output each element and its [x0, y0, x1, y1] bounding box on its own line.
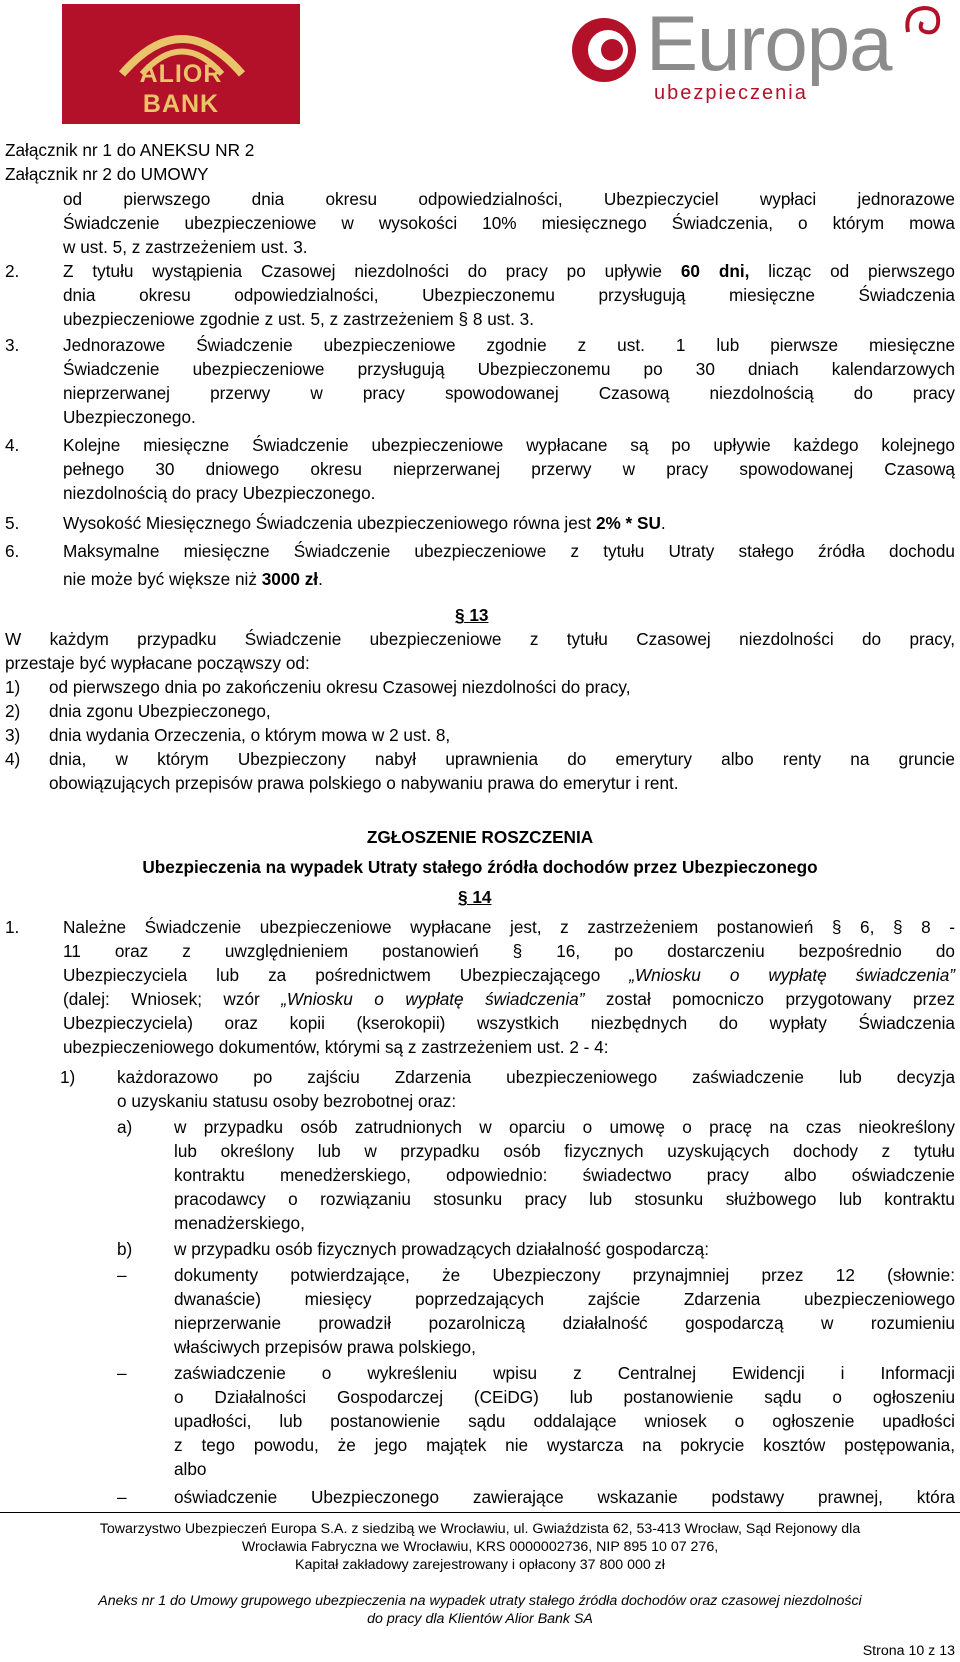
- europa-swirl-icon: [900, 2, 944, 42]
- list-item: zaświadczenie o wykreśleniu wpisu z Centralnej Ewidencji i Informacji: [174, 1363, 955, 1383]
- paragraph-line: Jednorazowe Świadczenie ubezpieczeniowe zgodnie z ust. 1 lub pierwsze miesięczne: [63, 335, 955, 355]
- paragraph-line: nie może być większe niż 3000 zł.: [63, 569, 323, 589]
- paragraph-line: Świadczenie ubezpieczeniowe w wysokości 10% miesięcznego Świadczenia, o którym mowa: [63, 213, 955, 233]
- alior-bank-logo: [62, 4, 300, 124]
- list-number: 2.: [5, 261, 20, 281]
- list-item: nieprzerwanie prowadził pozarolniczą działalność gospodarczą w rozumieniu: [174, 1313, 955, 1333]
- section-heading: § 13: [455, 605, 489, 625]
- dash-bullet: –: [117, 1487, 127, 1507]
- paragraph-line: pełnego 30 dniowego okresu nieprzerwanej przerwy w pracy spowodowanej Czasową: [63, 459, 955, 479]
- paragraph-line: niezdolnością do pracy Ubezpieczonego.: [63, 483, 376, 503]
- dash-bullet: –: [117, 1265, 127, 1285]
- annex-header-line2: Załącznik nr 2 do UMOWY: [5, 164, 209, 184]
- paragraph-line: 11 oraz z uwzględnieniem postanowień § 16, po dostarczeniu bezpośrednio do: [63, 941, 955, 961]
- list-number: 3): [5, 725, 21, 745]
- list-item: od pierwszego dnia po zakończeniu okresu Czasowej niezdolności do pracy,: [49, 677, 631, 697]
- list-number: 5.: [5, 513, 20, 533]
- europa-logo-word: Europa: [646, 0, 892, 87]
- list-item: w przypadku osób zatrudnionych w oparciu o umowę o pracę na czas nieokreślony: [174, 1117, 955, 1137]
- paragraph-line: ubezpieczeniowe zgodnie z ust. 5, z zastrzeżeniem § 8 ust. 3.: [63, 309, 535, 329]
- europa-logo: [570, 2, 950, 102]
- footer-annex-line: do pracy dla Klientów Alior Bank SA: [367, 1611, 593, 1627]
- paragraph-line: Ubezpieczyciela) oraz kopii (kserokopii) wszystkich niezbędnych do wypłaty Świadczenia: [63, 1013, 955, 1033]
- list-item: pracodawcy o rozwiązaniu stosunku pracy lub stosunku służbowego lub kontraktu: [174, 1189, 955, 1209]
- paragraph-line: W każdym przypadku Świadczenie ubezpieczeniowe z tytułu Czasowej niezdolności do pracy,: [5, 629, 955, 649]
- paragraph-line: Maksymalne miesięczne Świadczenie ubezpieczeniowe z tytułu Utraty stałego źródła dochodu: [63, 541, 955, 561]
- footer-company-line: Towarzystwo Ubezpieczeń Europa S.A. z siedzibą we Wrocławiu, ul. Gwiaździsta 62, 53-413 Wrocław, Sąd Rejonowy dla: [99, 1521, 861, 1537]
- paragraph-line: nieprzerwanej przerwy w pracy spowodowanej Czasową niezdolnością do pracy: [63, 383, 955, 403]
- list-item: z tego powodu, że jego majątek nie wystarcza na pokrycie kosztów postępowania,: [174, 1435, 955, 1455]
- paragraph-line: Ubezpieczonego.: [63, 407, 196, 427]
- list-item: upadłości, lub postanowienie sądu oddalające wniosek o ogłoszenie upadłości: [174, 1411, 955, 1431]
- list-number: 3.: [5, 335, 20, 355]
- annex-header-line1: Załącznik nr 1 do ANEKSU NR 2: [5, 140, 255, 160]
- paragraph-line: Kolejne miesięczne Świadczenie ubezpieczeniowe wypłacane są po upływie każdego kolejnego: [63, 435, 955, 455]
- list-item: w przypadku osób fizycznych prowadzących działalność gospodarczą:: [174, 1239, 709, 1259]
- list-number: 4.: [5, 435, 20, 455]
- list-number: 1): [5, 677, 21, 697]
- list-number: 1): [60, 1067, 76, 1087]
- europa-emblem-icon: [570, 16, 638, 84]
- list-number: 2): [5, 701, 21, 721]
- list-item: kontraktu menedżerskiego, odpowiednio: świadectwo pracy albo oświadczenie: [174, 1165, 955, 1185]
- paragraph-line: ubezpieczeniowego dokumentów, którymi są z zastrzeżeniem ust. 2 - 4:: [63, 1037, 609, 1057]
- europa-logo-subtitle: ubezpieczenia: [654, 82, 808, 104]
- paragraph-line: od pierwszego dnia okresu odpowiedzialności, Ubezpieczyciel wypłaci jednorazowe: [63, 189, 955, 209]
- list-number: 4): [5, 749, 21, 769]
- footer-company-line: Wrocławia Fabryczna we Wrocławiu, KRS 0000002736, NIP 895 10 07 276,: [241, 1539, 719, 1555]
- footer-annex-line: Aneks nr 1 do Umowy grupowego ubezpieczenia na wypadek utraty stałego źródła dochodów oraz czasowej niezdolności: [98, 1593, 862, 1609]
- list-item: obowiązujących przepisów prawa polskiego o nabywaniu prawa do emerytur i rent.: [49, 773, 679, 793]
- paragraph-line: Wysokość Miesięcznego Świadczenia ubezpieczeniowego równa jest 2% * SU.: [63, 513, 666, 533]
- list-letter: b): [117, 1239, 133, 1259]
- list-number: 6.: [5, 541, 20, 561]
- alior-logo-word: ALIOR: [139, 60, 223, 88]
- list-item: każdorazowo po zajściu Zdarzenia ubezpieczeniowego zaświadczenie lub decyzja: [117, 1067, 955, 1087]
- paragraph-line: Ubezpieczyciela lub za pośrednictwem Ubezpieczającego „Wniosku o wypłatę świadczenia”: [63, 965, 955, 985]
- bank-logo-word: BANK: [142, 90, 220, 118]
- paragraph-line: w ust. 5, z zastrzeżeniem ust. 3.: [63, 237, 308, 257]
- paragraph-line: Świadczenie ubezpieczeniowe przysługują Ubezpieczonemu po 30 dniach kalendarzowych: [63, 359, 955, 379]
- section-heading: § 14: [458, 887, 492, 907]
- paragraph-line: dnia okresu odpowiedzialności, Ubezpieczonemu przysługują miesięczne Świadczenia: [63, 285, 955, 305]
- paragraph-line: (dalej: Wniosek; wzór „Wniosku o wypłatę świadczenia” został pomocniczo przygotowany przez: [63, 989, 956, 1009]
- list-letter: a): [117, 1117, 133, 1137]
- footer-divider: [0, 1512, 960, 1513]
- list-item: menadżerskiego,: [174, 1213, 305, 1233]
- footer-company-line: Kapitał zakładowy zarejestrowany i opłacony 37 800 000 zł: [295, 1557, 665, 1573]
- list-item: o Działalności Gospodarczej (CEiDG) lub postanowienie sądu o ogłoszeniu: [174, 1387, 955, 1407]
- claim-subtitle: Ubezpieczenia na wypadek Utraty stałego źródła dochodów przez Ubezpieczonego: [142, 857, 818, 877]
- page-number: Strona 10 z 13: [862, 1643, 955, 1659]
- paragraph-line: Z tytułu wystąpienia Czasowej niezdolności do pracy po upływie 60 dni, licząc od pierwszego: [63, 261, 955, 281]
- list-item: o uzyskaniu statusu osoby bezrobotnej oraz:: [117, 1091, 457, 1111]
- paragraph-line: Należne Świadczenie ubezpieczeniowe wypłacane jest, z zastrzeżeniem postanowień § 6, § 8 -: [63, 917, 955, 937]
- list-item: lub określony lub w przypadku osób fizycznych uzyskujących dochody z tytułu: [174, 1141, 955, 1161]
- list-item: oświadczenie Ubezpieczonego zawierające wskazanie podstawy prawnej, która: [174, 1487, 955, 1507]
- claim-title: ZGŁOSZENIE ROSZCZENIA: [366, 827, 594, 847]
- list-item: dnia wydania Orzeczenia, o którym mowa w 2 ust. 8,: [49, 725, 451, 745]
- paragraph-line: przestaje być wypłacane począwszy od:: [5, 653, 310, 673]
- list-item: dokumenty potwierdzające, że Ubezpieczony przynajmniej przez 12 (słownie:: [174, 1265, 955, 1285]
- list-item: dnia zgonu Ubezpieczonego,: [49, 701, 271, 721]
- list-item: dwanaście) miesięcy poprzedzających zajście Zdarzenia ubezpieczeniowego: [174, 1289, 955, 1309]
- list-number: 1.: [5, 917, 20, 937]
- list-item: albo: [174, 1459, 207, 1479]
- list-item: właściwych przepisów prawa polskiego,: [174, 1337, 476, 1357]
- list-item: dnia, w którym Ubezpieczony nabył uprawnienia do emerytury albo renty na gruncie: [49, 749, 955, 769]
- dash-bullet: –: [117, 1363, 127, 1383]
